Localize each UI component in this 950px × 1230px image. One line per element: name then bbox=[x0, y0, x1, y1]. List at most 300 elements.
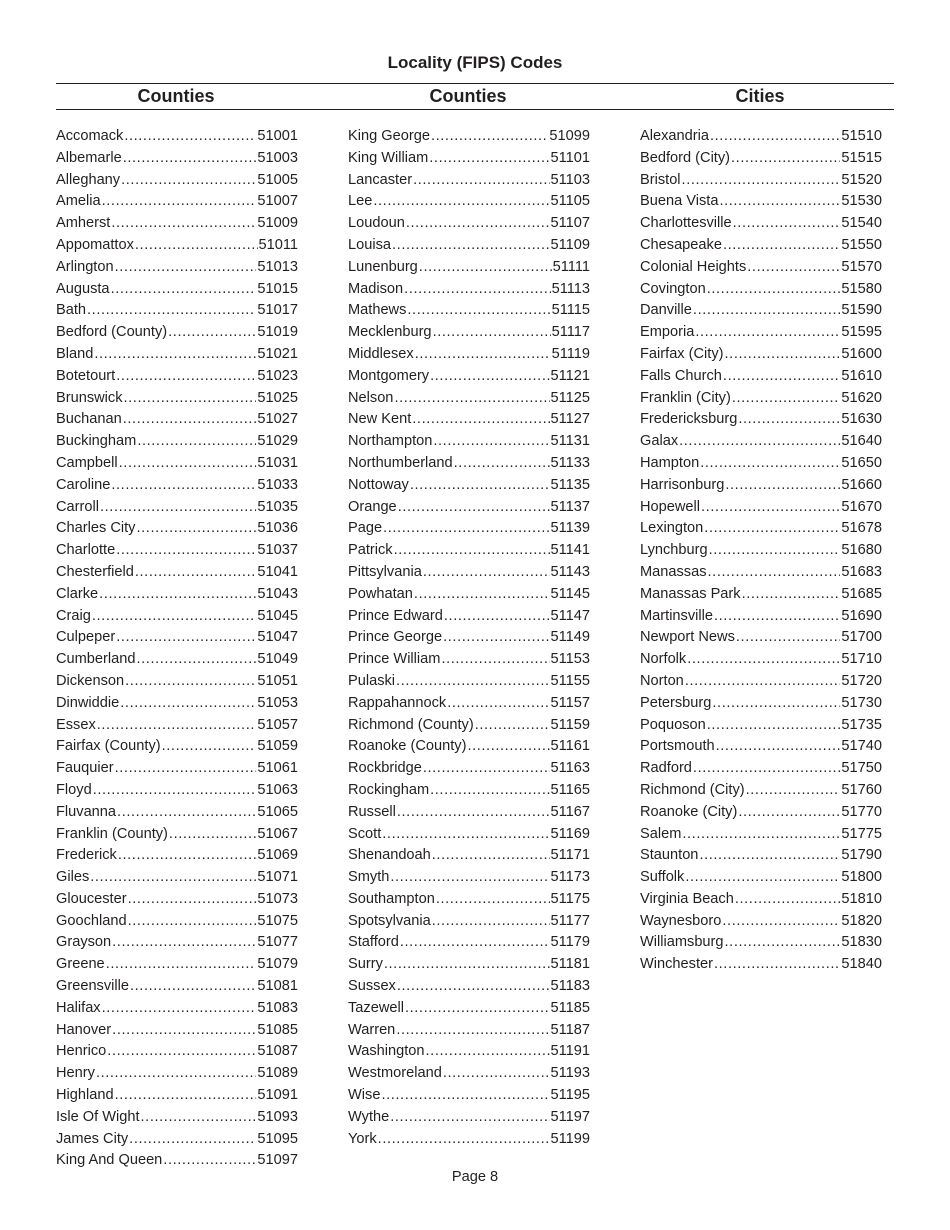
fips-code: 51059 bbox=[257, 738, 298, 755]
fips-code: 51740 bbox=[841, 738, 882, 755]
fips-code: 51107 bbox=[550, 215, 590, 232]
list-item bbox=[348, 148, 590, 170]
locality-name: Roanoke (County) bbox=[348, 738, 467, 755]
dot-leader bbox=[396, 671, 549, 693]
locality-name: Warren bbox=[348, 1021, 396, 1038]
list-item bbox=[640, 322, 882, 344]
locality-name: Salem bbox=[640, 825, 682, 842]
dot-leader bbox=[397, 802, 550, 824]
dot-leader bbox=[125, 671, 256, 693]
list-item bbox=[348, 693, 590, 715]
locality-name: Pittsylvania bbox=[348, 563, 422, 580]
fips-code: 51197 bbox=[550, 1108, 590, 1125]
fips-code: 51009 bbox=[257, 215, 298, 232]
fips-code: 51069 bbox=[257, 847, 298, 864]
locality-name: Radford bbox=[640, 760, 692, 777]
fips-code: 51065 bbox=[257, 803, 298, 820]
fips-code: 51195 bbox=[550, 1087, 590, 1104]
fips-code: 51025 bbox=[257, 389, 298, 406]
list-item bbox=[640, 497, 882, 519]
dot-leader bbox=[405, 998, 550, 1020]
fips-code: 51137 bbox=[550, 498, 590, 515]
dot-leader bbox=[93, 780, 257, 802]
locality-name: Norton bbox=[640, 672, 684, 689]
locality-name: Orange bbox=[348, 498, 397, 515]
fips-code: 51750 bbox=[841, 760, 882, 777]
list-item bbox=[348, 322, 590, 344]
fips-code: 51033 bbox=[257, 476, 298, 493]
list-item bbox=[640, 954, 882, 976]
fips-code: 51109 bbox=[550, 236, 590, 253]
list-item bbox=[640, 170, 882, 192]
dot-leader bbox=[407, 300, 550, 322]
locality-name: Mecklenburg bbox=[348, 324, 432, 341]
list-item bbox=[56, 867, 298, 889]
locality-name: Floyd bbox=[56, 781, 92, 798]
dot-leader bbox=[396, 1020, 549, 1042]
list-item bbox=[348, 998, 590, 1020]
fips-code: 51730 bbox=[841, 694, 882, 711]
dot-leader bbox=[712, 693, 840, 715]
list-item bbox=[56, 322, 298, 344]
locality-name: Carroll bbox=[56, 498, 99, 515]
fips-code: 51079 bbox=[257, 956, 298, 973]
counties-list-2 bbox=[348, 126, 590, 1150]
dot-leader bbox=[415, 344, 551, 366]
dot-leader bbox=[117, 802, 256, 824]
fips-code: 51105 bbox=[550, 193, 590, 210]
header-rule-bottom bbox=[56, 109, 894, 110]
list-item bbox=[348, 344, 590, 366]
fips-code: 51101 bbox=[550, 149, 590, 166]
locality-name: Goochland bbox=[56, 912, 127, 929]
list-item bbox=[56, 235, 298, 257]
locality-name: Albemarle bbox=[56, 149, 122, 166]
dot-leader bbox=[733, 213, 841, 235]
dot-leader bbox=[707, 715, 841, 737]
dot-leader bbox=[710, 126, 840, 148]
locality-name: New Kent bbox=[348, 411, 412, 428]
locality-name: James City bbox=[56, 1130, 129, 1147]
fips-code: 51111 bbox=[552, 258, 590, 275]
locality-name: Suffolk bbox=[640, 869, 685, 886]
list-item bbox=[640, 366, 882, 388]
fips-code: 51175 bbox=[550, 890, 590, 907]
locality-name: Galax bbox=[640, 433, 679, 450]
locality-name: Page bbox=[348, 520, 383, 537]
locality-name: Bath bbox=[56, 302, 87, 319]
list-item bbox=[348, 170, 590, 192]
locality-name: Chesapeake bbox=[640, 236, 722, 253]
locality-name: Petersburg bbox=[640, 694, 712, 711]
locality-name: Norfolk bbox=[640, 651, 687, 668]
dot-leader bbox=[115, 758, 257, 780]
dot-leader bbox=[394, 388, 549, 410]
fips-code: 51570 bbox=[841, 258, 882, 275]
list-item bbox=[56, 584, 298, 606]
locality-name: Caroline bbox=[56, 476, 111, 493]
dot-leader bbox=[107, 1041, 256, 1063]
locality-name: Westmoreland bbox=[348, 1065, 442, 1082]
list-item bbox=[56, 671, 298, 693]
fips-code: 51145 bbox=[550, 585, 590, 602]
list-item bbox=[348, 824, 590, 846]
fips-code: 51143 bbox=[550, 563, 590, 580]
locality-name: Amelia bbox=[56, 193, 101, 210]
dot-leader bbox=[111, 475, 256, 497]
dot-leader bbox=[384, 954, 550, 976]
fips-code: 51075 bbox=[257, 912, 298, 929]
list-item bbox=[56, 191, 298, 213]
list-item bbox=[56, 998, 298, 1020]
locality-name: Covington bbox=[640, 280, 706, 297]
locality-name: Nottoway bbox=[348, 476, 409, 493]
locality-name: Giles bbox=[56, 869, 90, 886]
list-item bbox=[348, 540, 590, 562]
locality-name: Buchanan bbox=[56, 411, 122, 428]
dot-leader bbox=[116, 366, 256, 388]
locality-name: Grayson bbox=[56, 934, 112, 951]
fips-code: 51173 bbox=[550, 869, 590, 886]
list-item bbox=[348, 1041, 590, 1063]
fips-code: 51095 bbox=[257, 1130, 298, 1147]
locality-name: Craig bbox=[56, 607, 91, 624]
fips-code: 51179 bbox=[550, 934, 590, 951]
locality-name: Fairfax (City) bbox=[640, 345, 724, 362]
fips-code: 51595 bbox=[841, 324, 882, 341]
locality-name: Nelson bbox=[348, 389, 394, 406]
list-item bbox=[348, 431, 590, 453]
fips-code: 51530 bbox=[841, 193, 882, 210]
list-item bbox=[640, 126, 882, 148]
fips-code: 51620 bbox=[841, 389, 882, 406]
list-item bbox=[56, 911, 298, 933]
locality-name: Spotsylvania bbox=[348, 912, 431, 929]
dot-leader bbox=[700, 453, 840, 475]
locality-name: Patrick bbox=[348, 542, 393, 559]
dot-leader bbox=[128, 889, 257, 911]
locality-name: Prince William bbox=[348, 651, 441, 668]
list-item bbox=[56, 1041, 298, 1063]
fips-code: 51021 bbox=[257, 345, 298, 362]
fips-code: 51043 bbox=[257, 585, 298, 602]
list-item bbox=[348, 518, 590, 540]
list-item bbox=[56, 213, 298, 235]
list-item bbox=[640, 475, 882, 497]
list-item bbox=[56, 562, 298, 584]
fips-code: 51685 bbox=[841, 585, 882, 602]
list-item bbox=[56, 431, 298, 453]
list-item bbox=[56, 126, 298, 148]
locality-name: Lee bbox=[348, 193, 373, 210]
dot-leader bbox=[130, 976, 256, 998]
dot-leader bbox=[695, 322, 840, 344]
dot-leader bbox=[738, 802, 840, 824]
dot-leader bbox=[378, 1129, 550, 1151]
fips-code: 51036 bbox=[257, 520, 298, 537]
dot-leader bbox=[135, 562, 257, 584]
dot-leader bbox=[444, 606, 550, 628]
locality-name: Richmond (County) bbox=[348, 716, 474, 733]
fips-code: 51157 bbox=[550, 694, 590, 711]
fips-code: 51800 bbox=[841, 869, 882, 886]
dot-leader bbox=[124, 388, 257, 410]
dot-leader bbox=[111, 213, 256, 235]
fips-code: 51520 bbox=[841, 171, 882, 188]
fips-code: 51177 bbox=[550, 912, 590, 929]
fips-code: 51049 bbox=[257, 651, 298, 668]
locality-name: Alleghany bbox=[56, 171, 121, 188]
locality-name: Rockbridge bbox=[348, 760, 422, 777]
list-item bbox=[56, 497, 298, 519]
list-item bbox=[348, 932, 590, 954]
list-item bbox=[348, 388, 590, 410]
list-item bbox=[640, 562, 882, 584]
list-item bbox=[640, 736, 882, 758]
fips-code: 51710 bbox=[841, 651, 882, 668]
locality-name: Portsmouth bbox=[640, 738, 715, 755]
fips-code: 51073 bbox=[257, 890, 298, 907]
locality-name: Buckingham bbox=[56, 433, 137, 450]
dot-leader bbox=[419, 257, 552, 279]
fips-code: 51081 bbox=[257, 978, 298, 995]
locality-name: Lexington bbox=[640, 520, 704, 537]
list-item bbox=[56, 693, 298, 715]
dot-leader bbox=[137, 431, 256, 453]
list-item bbox=[56, 344, 298, 366]
locality-name: Appomattox bbox=[56, 236, 134, 253]
fips-code: 51153 bbox=[550, 651, 590, 668]
list-item bbox=[348, 845, 590, 867]
counties-list-1 bbox=[56, 126, 298, 1172]
dot-leader bbox=[123, 148, 257, 170]
dot-leader bbox=[467, 736, 549, 758]
fips-code: 51007 bbox=[257, 193, 298, 210]
fips-code: 51017 bbox=[257, 302, 298, 319]
fips-code: 51135 bbox=[550, 476, 590, 493]
fips-code: 51820 bbox=[841, 912, 882, 929]
locality-name: Manassas Park bbox=[640, 585, 741, 602]
dot-leader bbox=[168, 322, 256, 344]
dot-leader bbox=[136, 518, 256, 540]
locality-name: Middlesex bbox=[348, 345, 414, 362]
fips-code: 51640 bbox=[841, 433, 882, 450]
dot-leader bbox=[725, 932, 841, 954]
dot-leader bbox=[121, 170, 256, 192]
fips-code: 51185 bbox=[550, 999, 590, 1016]
locality-name: Amherst bbox=[56, 215, 111, 232]
list-item bbox=[348, 649, 590, 671]
fips-code: 51027 bbox=[257, 411, 298, 428]
fips-code: 51159 bbox=[550, 716, 590, 733]
locality-name: Colonial Heights bbox=[640, 258, 747, 275]
fips-code: 51001 bbox=[257, 128, 298, 144]
fips-code: 51630 bbox=[841, 411, 882, 428]
list-item bbox=[348, 497, 590, 519]
dot-leader bbox=[106, 954, 257, 976]
locality-name: Southampton bbox=[348, 890, 435, 907]
list-item bbox=[348, 453, 590, 475]
locality-name: King George bbox=[348, 128, 430, 144]
locality-name: Sussex bbox=[348, 978, 396, 995]
list-item bbox=[348, 802, 590, 824]
list-item bbox=[348, 475, 590, 497]
dot-leader bbox=[87, 300, 256, 322]
dot-leader bbox=[115, 257, 257, 279]
locality-name: Campbell bbox=[56, 454, 118, 471]
list-item bbox=[348, 867, 590, 889]
dot-leader bbox=[111, 279, 257, 301]
list-item bbox=[640, 845, 882, 867]
dot-leader bbox=[454, 453, 550, 475]
list-item bbox=[56, 758, 298, 780]
locality-name: King And Queen bbox=[56, 1152, 163, 1169]
fips-code: 51053 bbox=[257, 694, 298, 711]
fips-code: 51063 bbox=[257, 781, 298, 798]
fips-code: 51127 bbox=[550, 411, 590, 428]
locality-name: Bristol bbox=[640, 171, 681, 188]
dot-leader bbox=[426, 1041, 550, 1063]
column-heading-counties-2: Counties bbox=[429, 86, 507, 106]
locality-name: King William bbox=[348, 149, 429, 166]
fips-code: 51139 bbox=[550, 520, 590, 537]
dot-leader bbox=[94, 344, 256, 366]
fips-code: 51015 bbox=[257, 280, 298, 297]
locality-name: Northumberland bbox=[348, 454, 453, 471]
dot-leader bbox=[742, 584, 841, 606]
fips-code: 51125 bbox=[550, 389, 590, 406]
dot-leader bbox=[714, 606, 840, 628]
list-item bbox=[640, 518, 882, 540]
locality-name: Wise bbox=[348, 1087, 381, 1104]
dot-leader bbox=[746, 780, 841, 802]
dot-leader bbox=[732, 388, 841, 410]
list-item bbox=[56, 1020, 298, 1042]
locality-name: Manassas bbox=[640, 563, 707, 580]
dot-leader bbox=[441, 649, 549, 671]
list-item bbox=[640, 148, 882, 170]
dot-leader bbox=[102, 191, 257, 213]
fips-code: 51169 bbox=[550, 825, 590, 842]
locality-name: Franklin (City) bbox=[640, 389, 731, 406]
locality-name: Mathews bbox=[348, 302, 407, 319]
list-item bbox=[56, 802, 298, 824]
locality-name: Cumberland bbox=[56, 651, 136, 668]
locality-name: Highland bbox=[56, 1087, 114, 1104]
fips-code: 51047 bbox=[257, 629, 298, 646]
fips-code: 51610 bbox=[841, 367, 882, 384]
fips-code: 51141 bbox=[550, 542, 590, 559]
dot-leader bbox=[394, 540, 550, 562]
locality-name: Stafford bbox=[348, 934, 399, 951]
dot-leader bbox=[112, 932, 256, 954]
fips-code: 51510 bbox=[841, 128, 882, 144]
locality-name: Prince George bbox=[348, 629, 443, 646]
dot-leader bbox=[118, 845, 257, 867]
locality-name: Chesterfield bbox=[56, 563, 134, 580]
locality-name: Richmond (City) bbox=[640, 781, 745, 798]
list-item bbox=[348, 780, 590, 802]
list-item bbox=[640, 540, 882, 562]
dot-leader bbox=[381, 1085, 549, 1107]
list-item bbox=[56, 279, 298, 301]
dot-leader bbox=[423, 758, 550, 780]
list-item bbox=[640, 344, 882, 366]
list-item bbox=[56, 889, 298, 911]
fips-code: 51650 bbox=[841, 454, 882, 471]
dot-leader bbox=[433, 322, 551, 344]
fips-code: 51005 bbox=[257, 171, 298, 188]
fips-code: 51057 bbox=[257, 716, 298, 733]
fips-code: 51183 bbox=[550, 978, 590, 995]
dot-leader bbox=[116, 540, 256, 562]
list-item bbox=[640, 431, 882, 453]
cities-list bbox=[640, 126, 882, 976]
dot-leader bbox=[390, 867, 549, 889]
dot-leader bbox=[97, 715, 257, 737]
dot-leader bbox=[725, 475, 840, 497]
list-item bbox=[640, 671, 882, 693]
list-item bbox=[56, 845, 298, 867]
header-rule-top bbox=[56, 83, 894, 84]
fips-code: 51011 bbox=[258, 236, 298, 253]
dot-leader bbox=[169, 824, 256, 846]
list-item bbox=[56, 388, 298, 410]
dot-leader bbox=[135, 235, 258, 257]
locality-name: Harrisonburg bbox=[640, 476, 725, 493]
list-item bbox=[56, 409, 298, 431]
dot-leader bbox=[731, 148, 840, 170]
dot-leader bbox=[704, 518, 840, 540]
page-title: Locality (FIPS) Codes bbox=[387, 53, 563, 72]
list-item bbox=[640, 627, 882, 649]
dot-leader bbox=[112, 1020, 256, 1042]
list-item bbox=[56, 366, 298, 388]
fips-code: 51131 bbox=[550, 433, 590, 450]
list-item bbox=[56, 780, 298, 802]
locality-name: Charlottesville bbox=[640, 215, 732, 232]
dot-leader bbox=[722, 911, 840, 933]
fips-code: 51087 bbox=[257, 1043, 298, 1060]
list-item bbox=[56, 649, 298, 671]
locality-name: Newport News bbox=[640, 629, 735, 646]
dot-leader bbox=[382, 824, 549, 846]
list-item bbox=[640, 824, 882, 846]
list-item bbox=[348, 257, 590, 279]
fips-code: 51115 bbox=[551, 302, 590, 319]
fips-code: 51031 bbox=[257, 454, 298, 471]
list-item bbox=[640, 649, 882, 671]
dot-leader bbox=[92, 606, 257, 628]
list-item bbox=[348, 976, 590, 998]
dot-leader bbox=[430, 366, 549, 388]
locality-name: Clarke bbox=[56, 585, 99, 602]
locality-name: Scott bbox=[348, 825, 382, 842]
dot-leader bbox=[709, 540, 841, 562]
dot-leader bbox=[423, 562, 550, 584]
dot-leader bbox=[390, 1107, 549, 1129]
fips-code: 51023 bbox=[257, 367, 298, 384]
dot-leader bbox=[707, 279, 841, 301]
fips-code: 51155 bbox=[550, 672, 590, 689]
dot-leader bbox=[429, 148, 549, 170]
locality-name: Alexandria bbox=[640, 128, 709, 144]
locality-name: Lunenburg bbox=[348, 258, 418, 275]
dot-leader bbox=[432, 845, 550, 867]
list-item bbox=[56, 170, 298, 192]
dot-leader bbox=[447, 693, 549, 715]
dot-leader bbox=[433, 431, 549, 453]
